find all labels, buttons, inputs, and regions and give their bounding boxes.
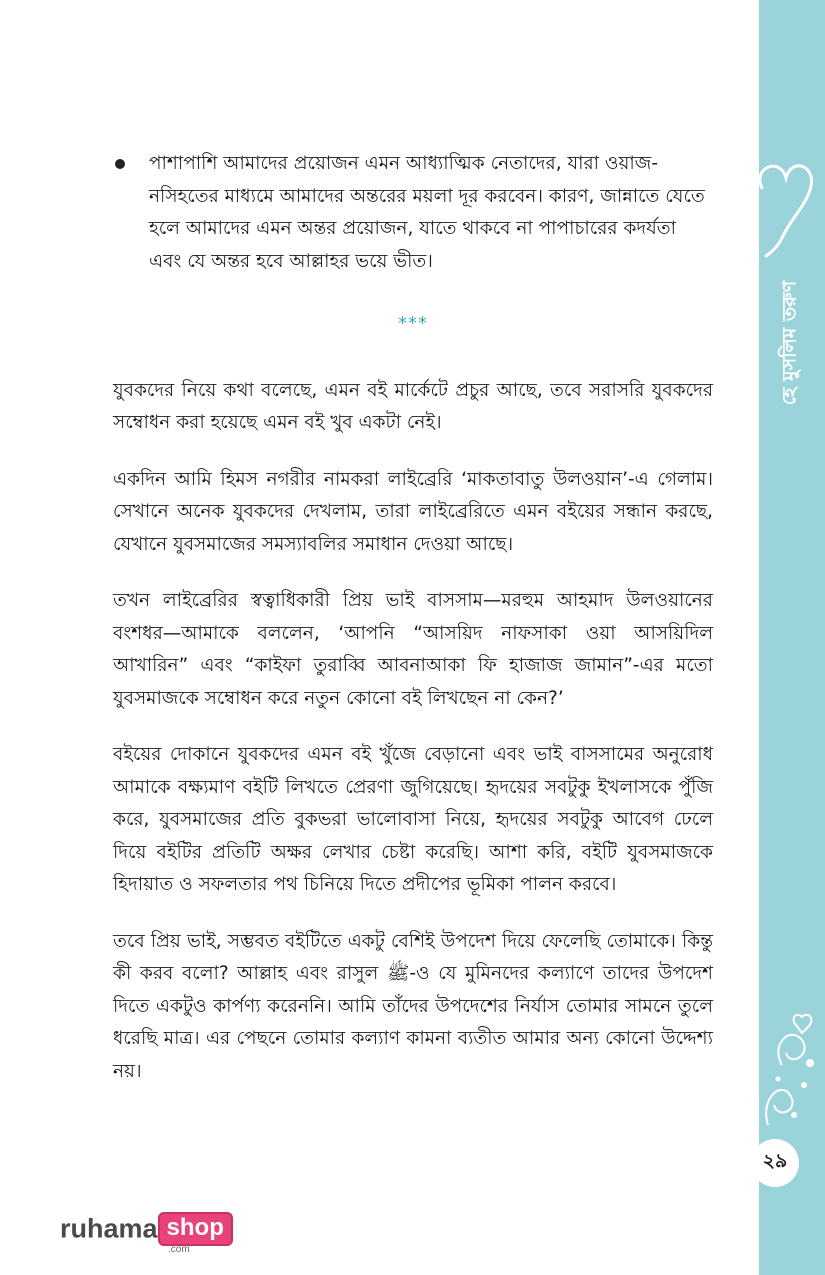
paragraph-2: একদিন আমি হিমস নগরীর নামকরা লাইব্রেরি ‘মাকতাবাতু উলওয়ান’-এ গেলাম। সেখানে অনেক যুবকদের দেখলাম, তারা লাইব্রেরিতে এমন বইয়ের সন্ধান করছে, যেখানে যুবসমাজের সমস্যাবলির সমাধান দেওয়া আছে। [113, 468, 713, 555]
ruhamashop-logo [60, 1212, 233, 1255]
heart-outline-icon [752, 148, 822, 258]
book-title-text: হে মুসলিম তরুণ [778, 280, 800, 406]
paragraph-5: তবে প্রিয় ভাই, সম্ভবত বইটিতে একটু বেশিই উপদেশ দিয়ে ফেলেছি তোমাকে। কিন্তু কী করব বলো? আল্লাহ এবং রাসুল ﷺ-ও যে মুমিনদের কল্যাণে তাদের উপদেশ দিতে একটুও কার্পণ্য করেননি। আমি তাঁদের উপদেশের নির্যাস তোমার সামনে তুলে ধরেছি মাত্র। এর পেছনে তোমার কল্যাণ কামনা ব্যতীত আমার অন্য কোনো উদ্দেশ্য নয়। [113, 930, 713, 1082]
logo-domain-text: .com [168, 1244, 190, 1255]
bullet-item [113, 148, 713, 278]
paragraph-3: তখন লাইব্রেরির স্বত্বাধিকারী প্রিয় ভাই বাসসাম—মরহুম আহমাদ উলওয়ানের বংশধর—আমাকে বললেন, ‘আপনি “আসয়িদ নাফসাকা ওয়া আসয়িদিল আখারিন” এবং “কাইফা তুরাব্বি আবনাআকা ফি হাজাজ জামান”-এর মতো যুবসমাজকে সম্বোধন করে নতুন কোনো বই লিখছেন না কেন?’ [113, 590, 713, 709]
book-title-vertical [778, 248, 804, 438]
bullet-text: পাশাপাশি আমাদের প্রয়োজন এমন আধ্যাত্মিক নেতাদের, যারা ওয়াজ-নসিহতের মাধ্যমে আমাদের অন্তরের ময়লা দূর করবেন। কারণ, জান্নাতে যেতে হলে আমাদের এমন অন্তর প্রয়োজন, যাতে থাকবে না পাপাচারের কদর্যতা এবং যে অন্তর হবে আল্লাহর ভয়ে ভীত। [149, 153, 705, 272]
page-body [113, 148, 713, 1112]
section-separator: *** [398, 313, 428, 334]
bullet-dot-icon [115, 159, 125, 169]
logo-shop-text: shop [158, 1212, 233, 1246]
paragraph-4: বইয়ের দোকানে যুবকদের এমন বই খুঁজে বেড়ানো এবং ভাই বাসসামের অনুরোধ আমাকে বক্ষ্যমাণ বইটি লিখতে প্রেরণা জুগিয়েছে। হৃদয়ের সবটুকু ইখলাসকে পুঁজি করে, যুবসমাজের প্রতি বুকভরা ভালোবাসা নিয়ে, হৃদয়ের সবটুকু আবেগ ঢেলে দিয়ে বইটির প্রতিটি অক্ষর লেখার চেষ্টা করেছি। আশা করি, বইটি যুবসমাজকে হিদায়াত ও সফলতার পথ চিনিয়ে দিতে প্রদীপের ভূমিকা পালন করবে। [113, 744, 713, 895]
page-number: ২৯ [751, 1139, 799, 1187]
paragraph-1: যুবকদের নিয়ে কথা বলেছে, এমন বই মার্কেটে প্রচুর আছে, তবে সরাসরি যুবকদের সম্বোধন করা হয়েছে এমন বই খুব একটা নেই। [113, 379, 713, 433]
logo-main-text: ruhama [60, 1213, 158, 1244]
floral-swirl-icon [760, 1005, 820, 1135]
